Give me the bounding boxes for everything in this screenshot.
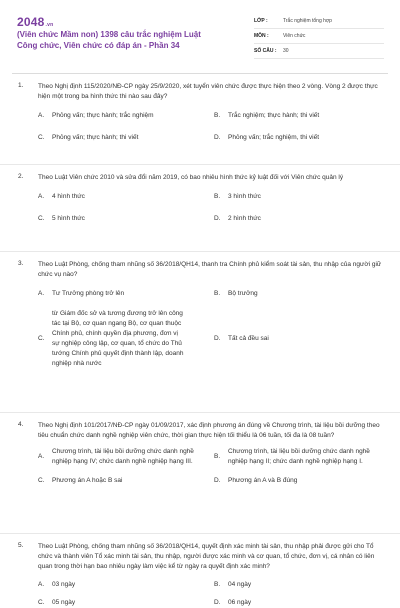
option-text: 4 hình thức: [52, 193, 85, 200]
option-letter: C.: [38, 599, 45, 606]
option-text: Bộ trưởng: [228, 290, 258, 297]
page-header: [0, 0, 400, 66]
answer-option-a[interactable]: [38, 111, 206, 121]
answer-option-c[interactable]: [38, 309, 206, 369]
option-letter: D.: [214, 335, 221, 342]
logo-text: 2048: [17, 15, 45, 29]
option-letter: A.: [38, 112, 45, 119]
meta-row-class: [254, 14, 384, 29]
option-text: Trắc nghiệm; thực hành; thi viết: [228, 112, 320, 119]
question-text: Theo Luật Phòng, chống tham nhũng số 36/2018/QH14, thanh tra Chính phủ kiểm soát tài sản, thu nhập của người giữ chức vụ nào?: [38, 261, 382, 278]
question-number: 2.: [18, 173, 24, 180]
answer-option-c[interactable]: [38, 214, 206, 224]
option-text: Tất cả đều sai: [228, 335, 269, 342]
option-letter: C.: [38, 335, 45, 342]
option-text: Phương án A và B đúng: [228, 477, 298, 484]
question-number: 1.: [18, 82, 24, 89]
option-text: từ Giám đốc sở và tương đương trở lên công tác tại Bộ, cơ quan ngang Bộ, cơ quan thuộc Chính phủ, chính quyền địa phương, đơn vị sự nghiệp công lập, cơ quan, tổ chức do Thủ tướng Chính phủ quyết định thành lập, doanh nghiệp nhà nước: [52, 310, 184, 367]
meta-label: SỐ CÂU :: [254, 48, 277, 54]
quiz-meta: [254, 14, 384, 59]
answer-options: [38, 192, 382, 224]
option-text: Tư Trưởng phòng trở lên: [52, 290, 125, 297]
option-letter: D.: [214, 215, 221, 222]
option-letter: A.: [38, 290, 45, 297]
option-letter: A.: [38, 453, 45, 460]
question-item: [0, 413, 400, 534]
answer-options: [38, 447, 382, 486]
question-number: 5.: [18, 542, 24, 549]
option-text: 3 hình thức: [228, 193, 261, 200]
answer-option-b[interactable]: [214, 111, 382, 121]
option-letter: D.: [214, 134, 221, 141]
answer-option-d[interactable]: [214, 476, 382, 486]
option-letter: B.: [214, 193, 221, 200]
answer-option-d[interactable]: [214, 309, 382, 369]
answer-option-a[interactable]: [38, 447, 206, 467]
answer-option-b[interactable]: [214, 580, 382, 590]
question-item: [0, 165, 400, 252]
question-number: 4.: [18, 421, 24, 428]
answer-options: [38, 289, 382, 369]
option-text: Phỏng vấn; trắc nghiệm, thi viết: [228, 134, 320, 141]
option-text: 03 ngày: [52, 581, 76, 588]
question-item: [0, 252, 400, 413]
option-letter: D.: [214, 599, 221, 606]
answer-options: [38, 111, 382, 143]
option-text: 5 hình thức: [52, 215, 85, 222]
answer-option-b[interactable]: [214, 289, 382, 299]
meta-value: Viên chức: [283, 33, 306, 39]
answer-option-d[interactable]: [214, 133, 382, 143]
option-letter: B.: [214, 290, 221, 297]
option-letter: A.: [38, 193, 45, 200]
option-text: Phỏng vấn; thực hành; thi viết: [52, 134, 139, 141]
option-letter: D.: [214, 477, 221, 484]
option-letter: C.: [38, 477, 45, 484]
meta-row-subject: [254, 29, 384, 44]
option-text: Chương trình, tài liệu bồi dưỡng chức danh nghề nghiệp hạng IV; chức danh nghề nghiệp hạng III.: [52, 448, 194, 465]
answer-option-a[interactable]: [38, 192, 206, 202]
option-letter: B.: [214, 453, 221, 460]
question-text: Theo Nghị định 101/2017/NĐ-CP ngày 01/09/2017, xác định phương án đúng về Chương trình, tài liệu bồi dưỡng theo tiêu chuẩn chức danh nghề nghiệp viên chức, thời gian thực hiện tối thiểu là 06 tuần, tối đa là 08 tuần?: [38, 422, 380, 439]
option-text: 04 ngày: [228, 581, 252, 588]
meta-value: Trắc nghiệm tổng hợp: [283, 18, 332, 24]
answer-option-a[interactable]: [38, 289, 206, 299]
meta-value: 30: [283, 48, 289, 54]
answer-option-b[interactable]: [214, 192, 382, 202]
answer-option-a[interactable]: [38, 580, 206, 590]
question-text: Theo Luật Phòng, chống tham nhũng số 36/2018/QH14, quyết định xác minh tài sản, thu nhập phải được gửi cho Tổ chức và thành viên Tổ xác minh tài sản, thu nhập, người được xác minh và cơ quan, tổ chức, đơn vị, cá nhân có liên quan trong thời hạn bao nhiêu ngày làm việc kể từ ngày ra quyết định xác minh?: [38, 543, 375, 570]
question-text: Theo Luật Viên chức 2010 và sửa đổi năm 2019, có bao nhiêu hình thức kỷ luật đối với Viên chức quản lý: [38, 174, 344, 181]
option-text: 2 hình thức: [228, 215, 261, 222]
header-divider: [12, 73, 388, 74]
question-item: [0, 82, 400, 165]
meta-label: LỚP :: [254, 18, 268, 24]
meta-row-count: [254, 44, 384, 59]
meta-label: MÔN :: [254, 33, 269, 39]
answer-option-c[interactable]: [38, 133, 206, 143]
answer-option-d[interactable]: [214, 214, 382, 224]
option-text: Phương án A hoặc B sai: [52, 477, 123, 484]
site-logo[interactable]: [17, 15, 53, 29]
option-text: Phỏng vấn; thực hành; trắc nghiệm: [52, 112, 154, 119]
option-letter: B.: [214, 581, 221, 588]
question-number: 3.: [18, 260, 24, 267]
question-item: [0, 534, 400, 608]
option-letter: B.: [214, 112, 221, 119]
answer-option-b[interactable]: [214, 447, 382, 467]
question-list: [0, 82, 400, 608]
answer-options: [38, 580, 382, 608]
option-letter: C.: [38, 134, 45, 141]
question-text: Theo Nghị định 115/2020/NĐ-CP ngày 25/9/2020, xét tuyển viên chức được thực hiện theo 2 vòng. Vòng 2 được thực hiện một trong ba hình thức thi nào sau đây?: [38, 83, 378, 100]
option-text: Chương trình, tài liệu bồi dưỡng chức danh nghề nghiệp hạng II; chức danh nghề nghiệp hạng I.: [228, 448, 370, 465]
option-letter: A.: [38, 581, 45, 588]
logo-tld: .vn: [45, 22, 54, 28]
option-letter: C.: [38, 215, 45, 222]
option-text: 06 ngày: [228, 599, 252, 606]
page-title: (Viên chức Mầm non) 1398 câu trắc nghiệm Luật Công chức, Viên chức có đáp án - Phần 34: [17, 30, 201, 50]
answer-option-c[interactable]: [38, 476, 206, 486]
option-text: 05 ngày: [52, 599, 76, 606]
